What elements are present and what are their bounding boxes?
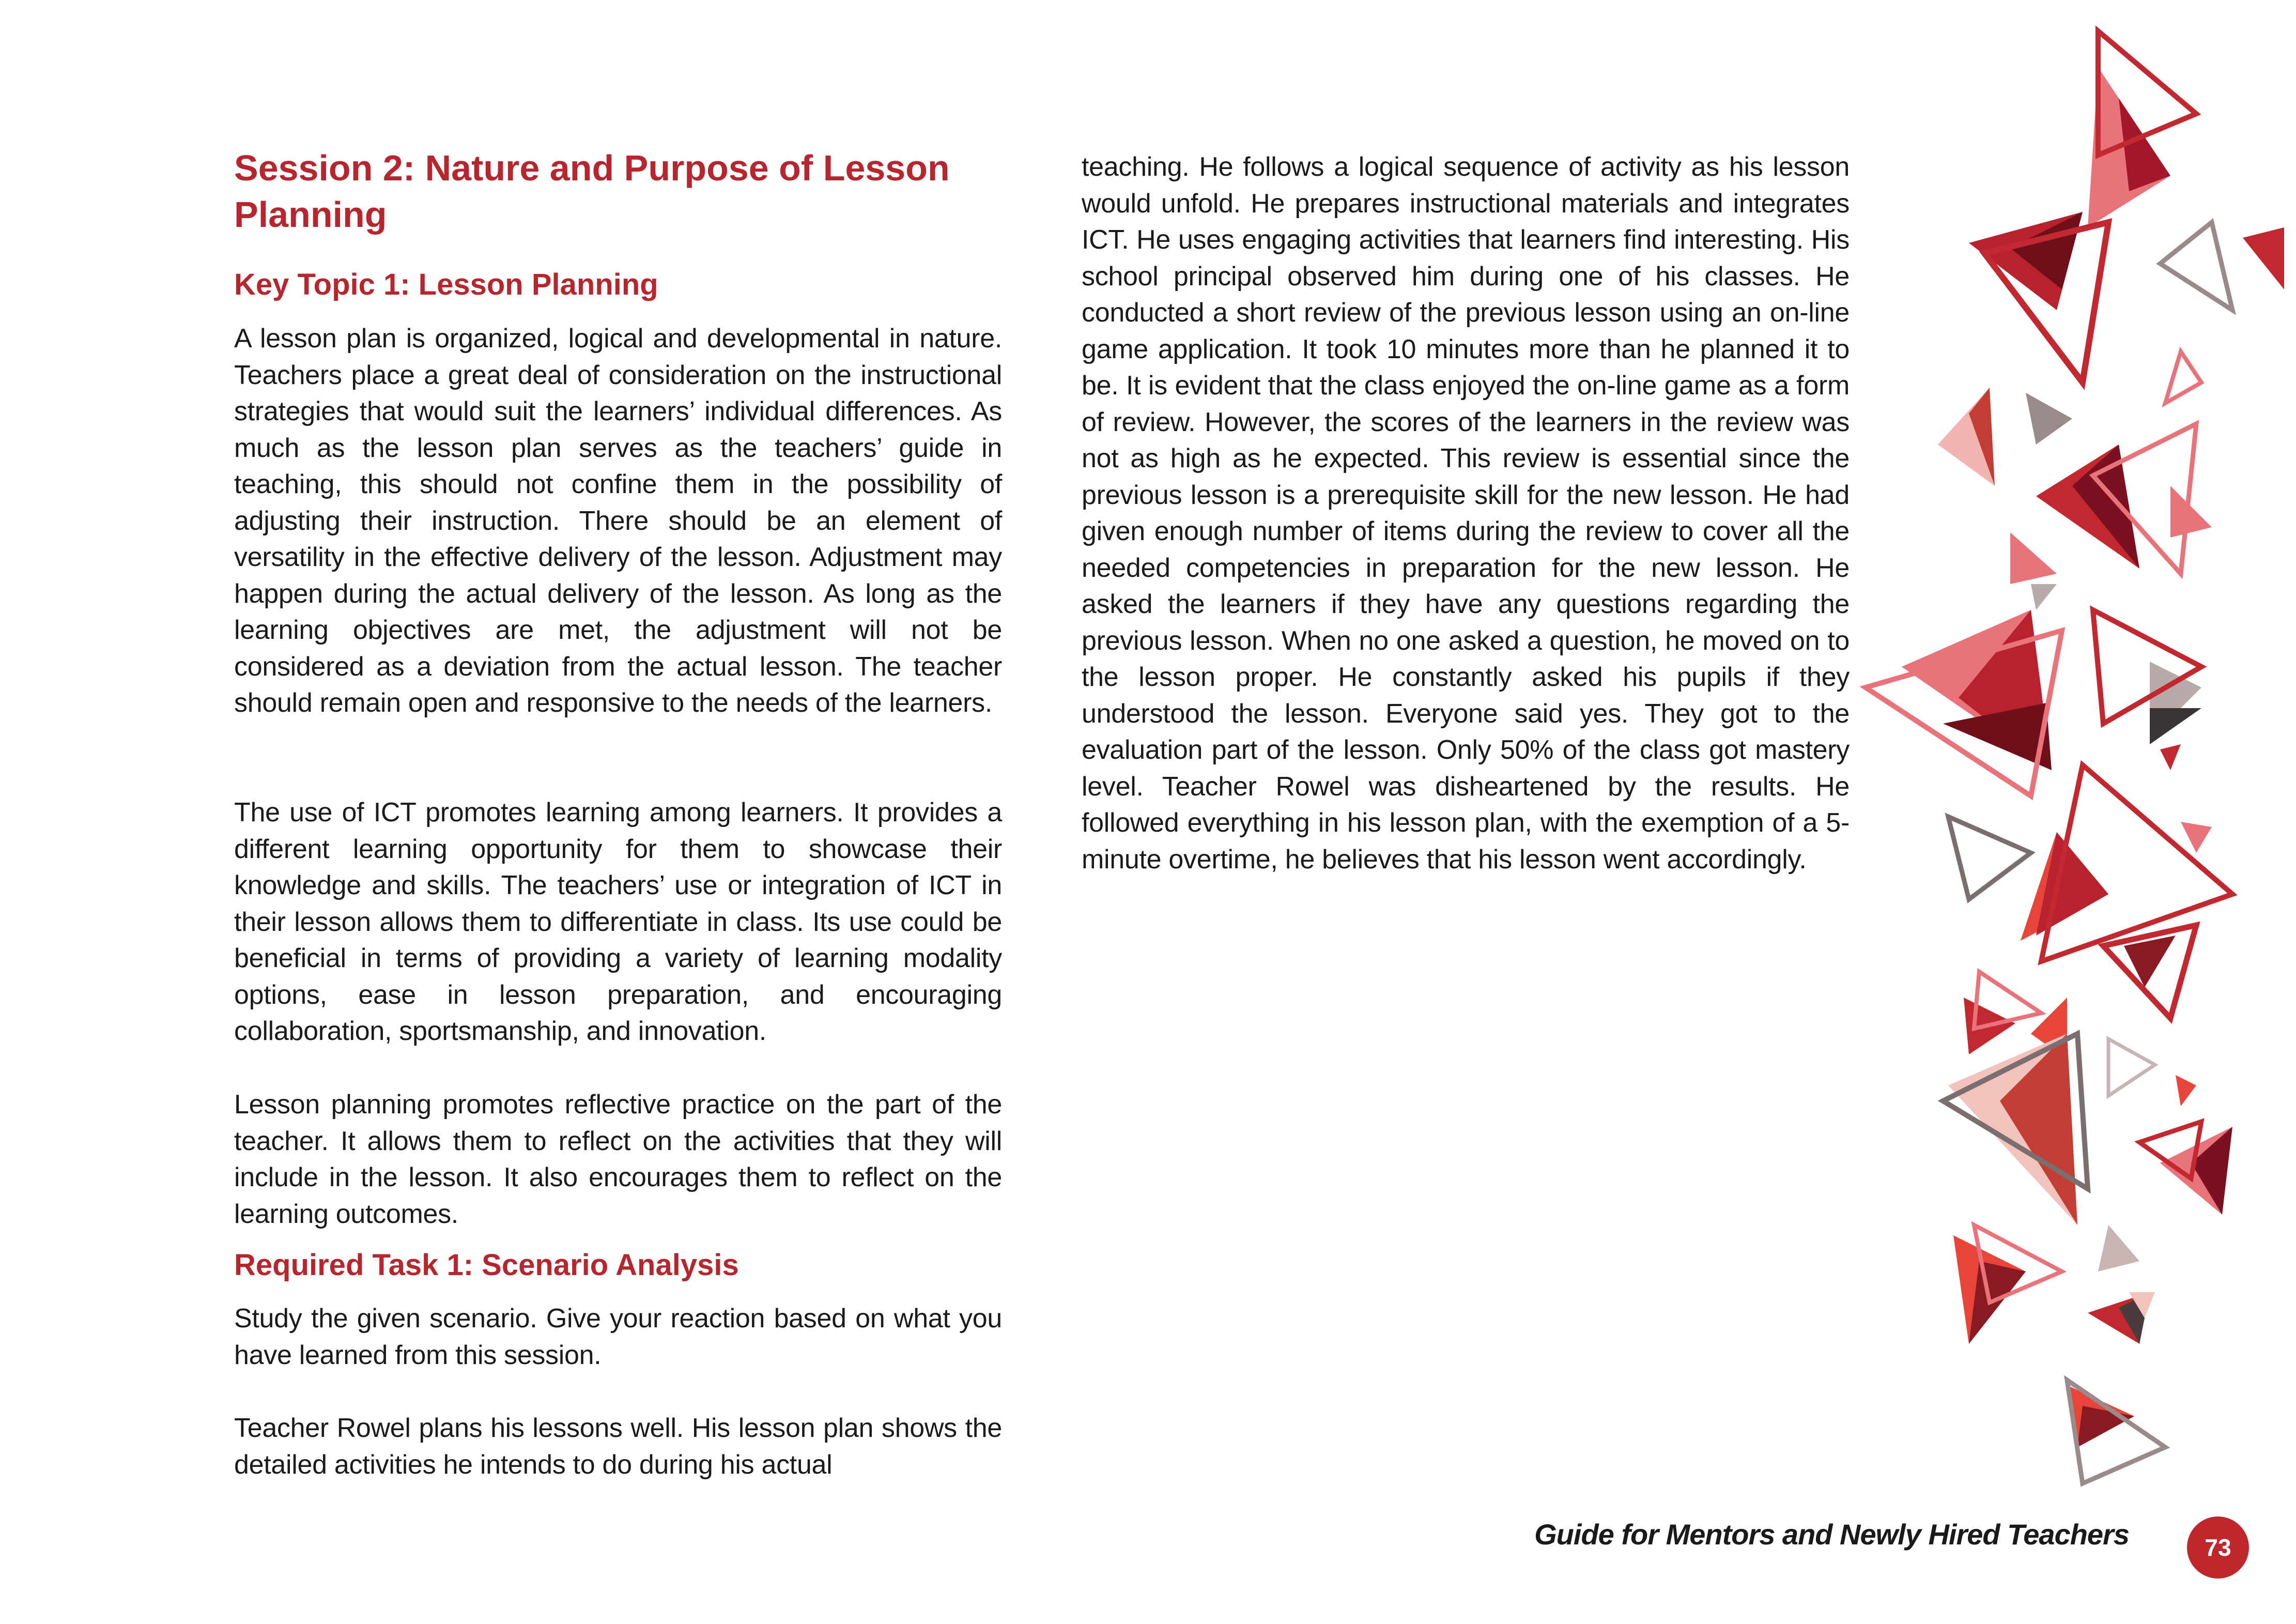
footer-guide-title: Guide for Mentors and Newly Hired Teachers [1534, 1518, 2129, 1551]
task-instruction: Study the given scenario. Give your reaction based on what you have learned from this session. [234, 1304, 1002, 1370]
scenario-continued: teaching. He follows a logical sequence of activity as his lesson would unfold. He prepares instructional materials and integrates ICT. He uses engaging activities that learners find interesting. His school principal observed him during one of his classes. He conducted a short review of the previous lesson using an on-line game application. It took 10 minutes more than he planned it to be. It is evident that the class enjoyed the on-line game as a form of review. However, the scores of the learners in the review was not as high as he expected. This review is essential since the previous lesson is a prerequisite skill for the new lesson. He had given enough number of items during the review to cover all the needed competencies in preparation for the new lesson. He asked the learners if they have any questions regarding the previous lesson. When no one asked a question, he moved on to the lesson proper. He constantly asked his pupils if they understood the lesson. Everyone said yes. They got to the evaluation part of the lesson. Only 50% of the class got mastery level. Teacher Rowel was disheartened by the results. He followed everything in his lesson plan, with the exemption of a 5-minute overtime, he believes that his lesson went accordingly. [1082, 152, 1850, 875]
paragraph-reflective: Lesson planning promotes reflective practice on the part of the teacher. It allows them to reflect on the activities that they will include in the lesson. It also encourages them to reflect on the learning outcomes. [234, 1090, 1002, 1229]
key-topic-heading: Key Topic 1: Lesson Planning [234, 268, 658, 301]
scenario-start: Teacher Rowel plans his lessons well. His lesson plan shows the detailed activities he intends to do during his actual [234, 1413, 1002, 1480]
triangle-decoration [1840, 21, 2294, 1530]
paragraph-ict: The use of ICT promotes learning among learners. It provides a different learning opportunity for them to showcase their knowledge and skills. The teachers’ use or integration of ICT in their lesson allows them to differentiate in class. Its use could be beneficial in terms of providing a variety of learning modality options, ease in lesson preparation, and encouraging collaboration, sportsmanship, and innovation. [234, 798, 1002, 1046]
task-heading: Required Task 1: Scenario Analysis [234, 1248, 739, 1282]
page-number-badge: 73 [2187, 1516, 2249, 1579]
paragraph-lesson-plan: A lesson plan is organized, logical and developmental in nature. Teachers place a great deal of consideration on the instructional strategies that would suit the learners’ individual differences. As much as the lesson plan serves as the teachers’ guide in teaching, this should not confine them in the possibility of adjusting their instruction. There should be an element of versatility in the effective delivery of the lesson. Adjustment may happen during the actual delivery of the lesson. As long as the learning objectives are met, the adjustment will not be considered as a deviation from the actual lesson. The teacher should remain open and responsive to the needs of the learners. [234, 324, 1002, 718]
triangle-cluster [1902, 67, 2284, 1447]
session-title: Session 2: Nature and Purpose of Lesson Planning [234, 148, 950, 235]
